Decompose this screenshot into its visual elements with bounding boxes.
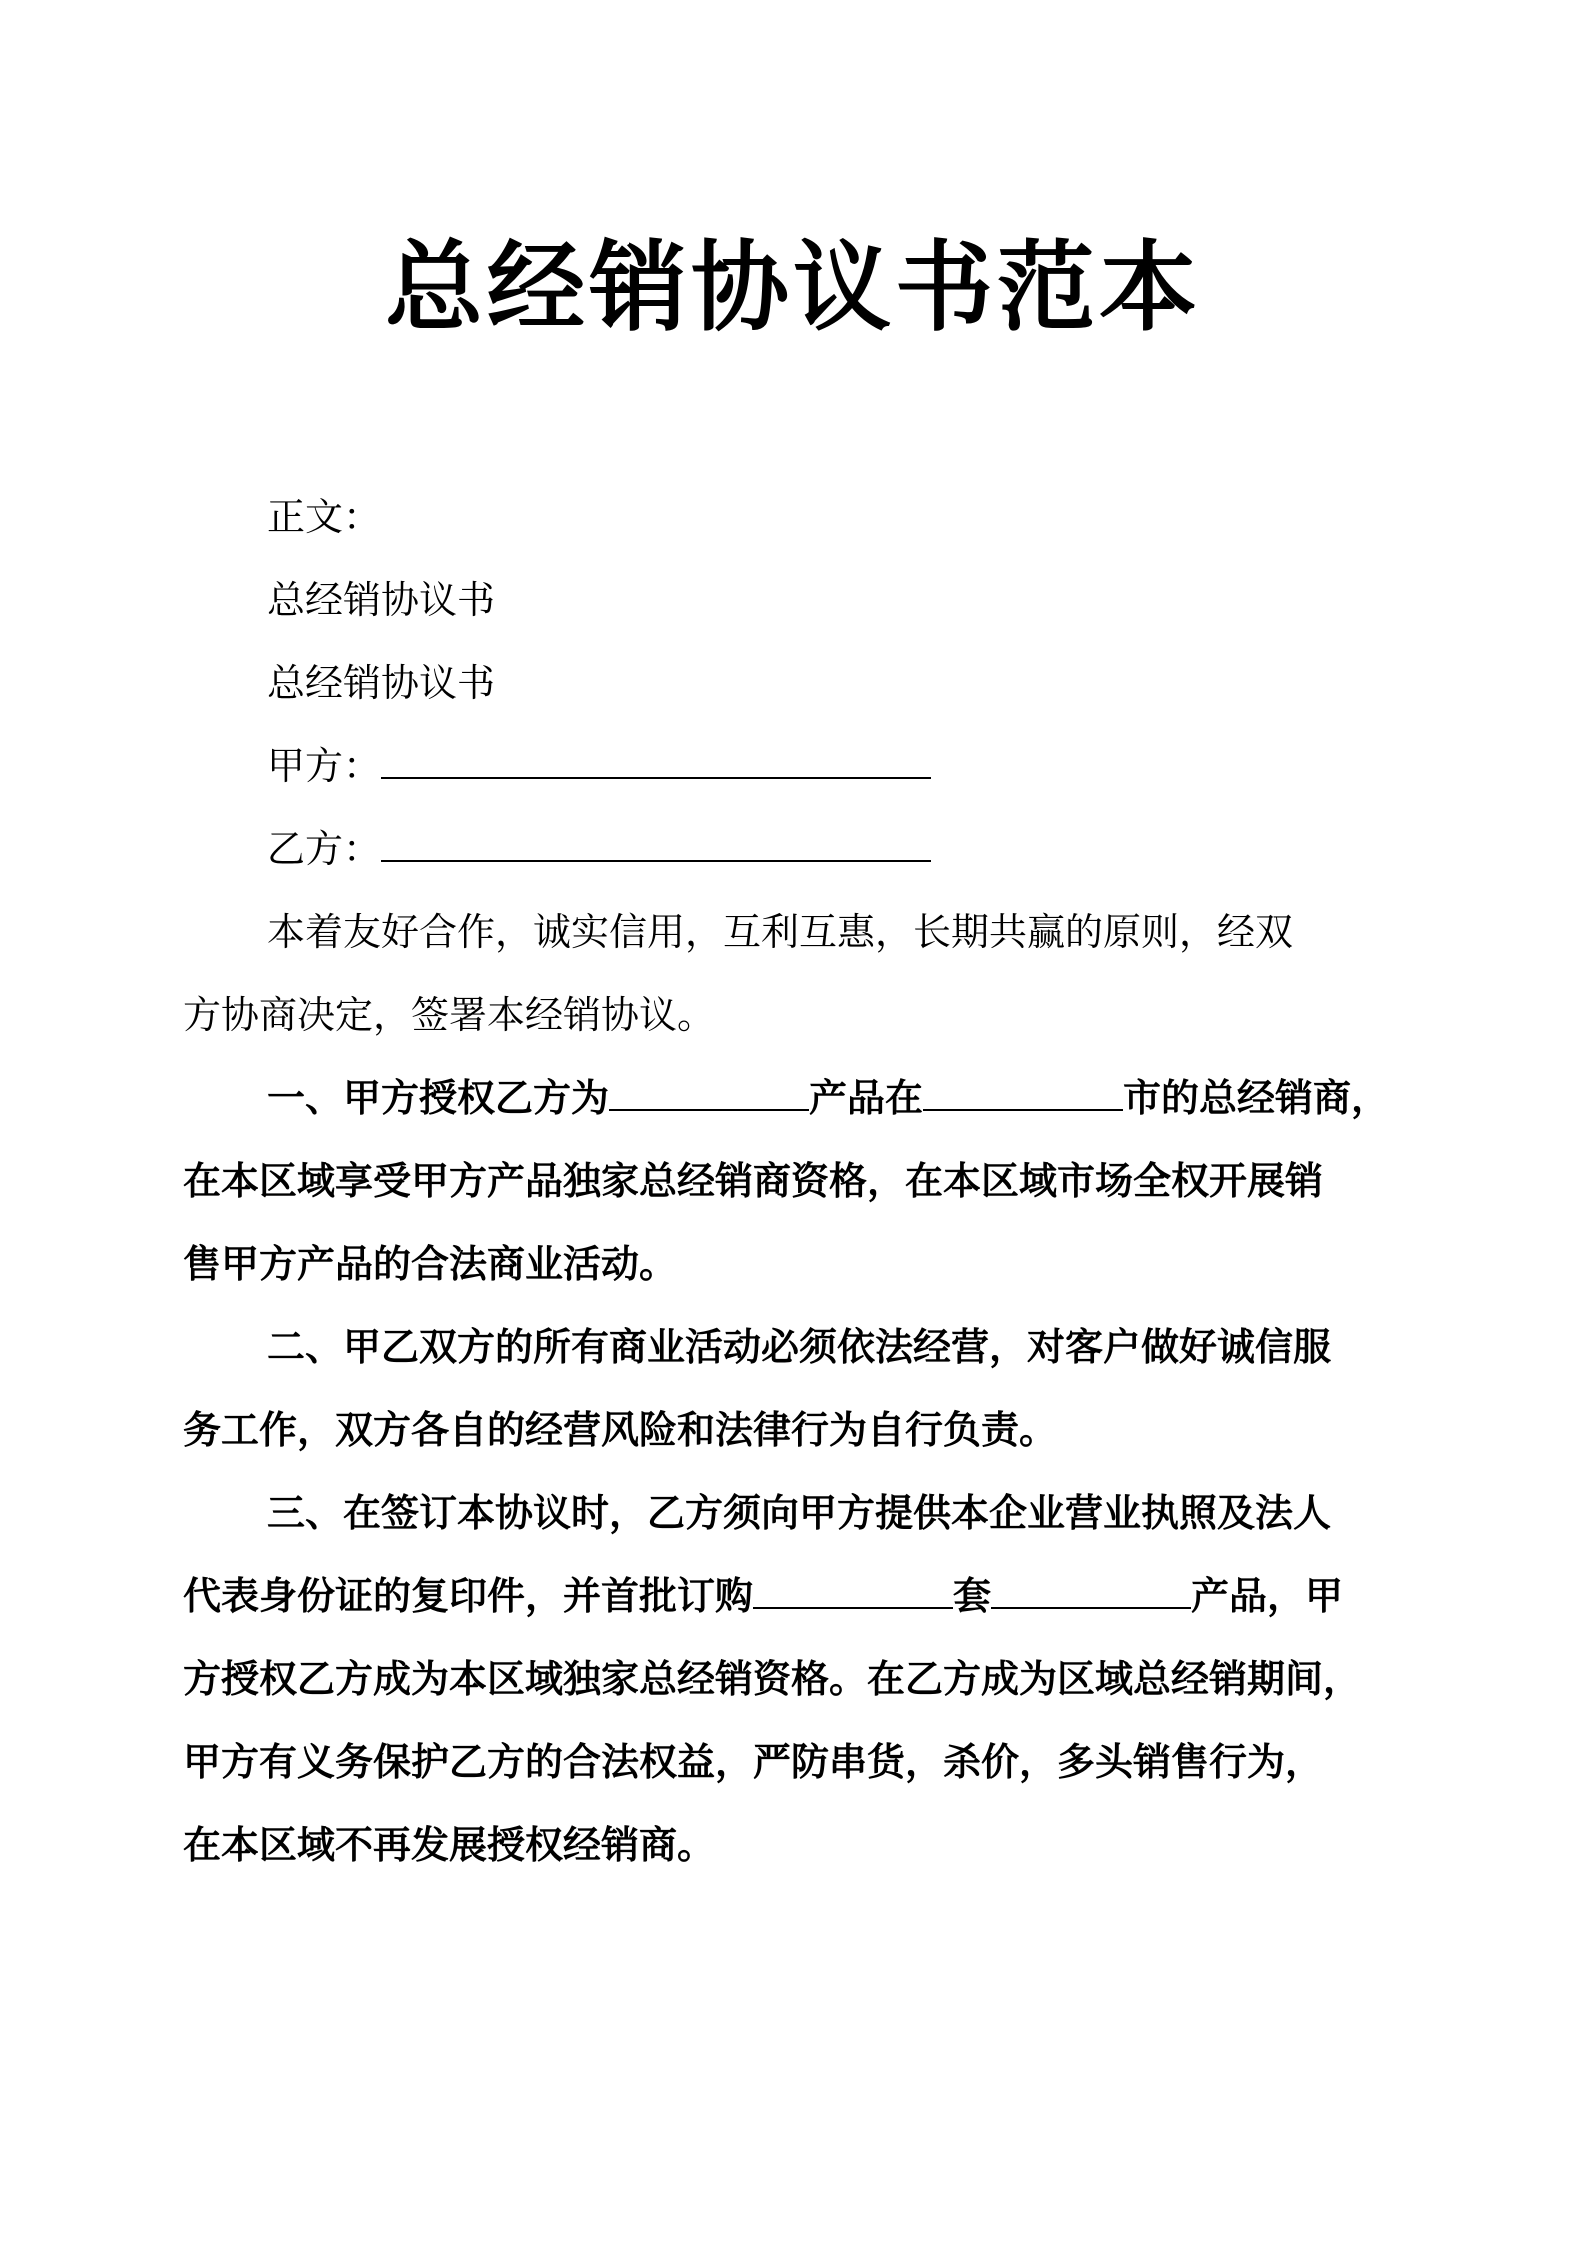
document-body — [183, 476, 1443, 1887]
clause-3-line-1: 三、在签订本协议时，乙方须向甲方提供本企业营业执照及法人 — [267, 1491, 1332, 1535]
clause-1-part-3: 市的总经销商， — [1123, 1076, 1390, 1120]
clause-3-line-5: 在本区域不再发展授权经销商。 — [183, 1823, 716, 1867]
clause-3-quantity-blank — [753, 1573, 953, 1609]
clause-2-line-2: 务工作，双方各自的经营风险和法律行为自行负责。 — [183, 1408, 1058, 1452]
party-b-blank — [381, 826, 931, 862]
clause-3-line-2 — [183, 1555, 1443, 1638]
clause-3-line-4: 甲方有义务保护乙方的合法权益，严防串货，杀价，多头销售行为， — [183, 1740, 1324, 1784]
heading-line-1: 总经销协议书 — [267, 578, 496, 622]
clause-1-paragraph — [183, 1057, 1443, 1306]
clause-3-part-2: 套 — [953, 1574, 992, 1618]
clause-3-part-1: 代表身份证的复印件，并首批订购 — [183, 1574, 754, 1618]
clause-1-product-blank — [609, 1075, 809, 1111]
clause-2-line-1: 二、甲乙双方的所有商业活动必须依法经营，对客户做好诚信服 — [267, 1325, 1332, 1369]
party-a-line — [183, 725, 1443, 808]
clause-3-paragraph — [183, 1472, 1443, 1887]
clause-3-part-3: 产品，甲 — [1191, 1574, 1344, 1618]
party-b-line — [183, 808, 1443, 891]
clause-1-part-1: 一、甲方授权乙方为 — [267, 1076, 610, 1120]
clause-1-line-3: 售甲方产品的合法商业活动。 — [183, 1242, 678, 1286]
intro-line-2: 方协商决定，签署本经销协议。 — [183, 993, 716, 1037]
clause-1-line-1 — [183, 1057, 1443, 1140]
clause-1-line-2: 在本区域享受甲方产品独家总经销商资格，在本区域市场全权开展销 — [183, 1159, 1324, 1203]
heading-line-2: 总经销协议书 — [267, 661, 496, 705]
party-a-label: 甲方： — [267, 744, 382, 788]
clause-3-line-3: 方授权乙方成为本区域独家总经销资格。在乙方成为区域总经销期间， — [183, 1657, 1362, 1701]
clause-1-part-2: 产品在 — [809, 1076, 924, 1120]
clause-1-city-blank — [923, 1075, 1123, 1111]
clause-3-product-blank — [991, 1573, 1191, 1609]
intro-line-1: 本着友好合作，诚实信用，互利互惠，长期共赢的原则，经双 — [267, 910, 1294, 954]
party-a-blank — [381, 743, 931, 779]
party-b-label: 乙方： — [267, 827, 382, 871]
clause-2-paragraph — [183, 1306, 1443, 1472]
label-zhengwen: 正文： — [267, 495, 382, 539]
intro-paragraph — [183, 891, 1443, 1057]
document-title: 总经销协议书范本 — [384, 231, 1201, 345]
